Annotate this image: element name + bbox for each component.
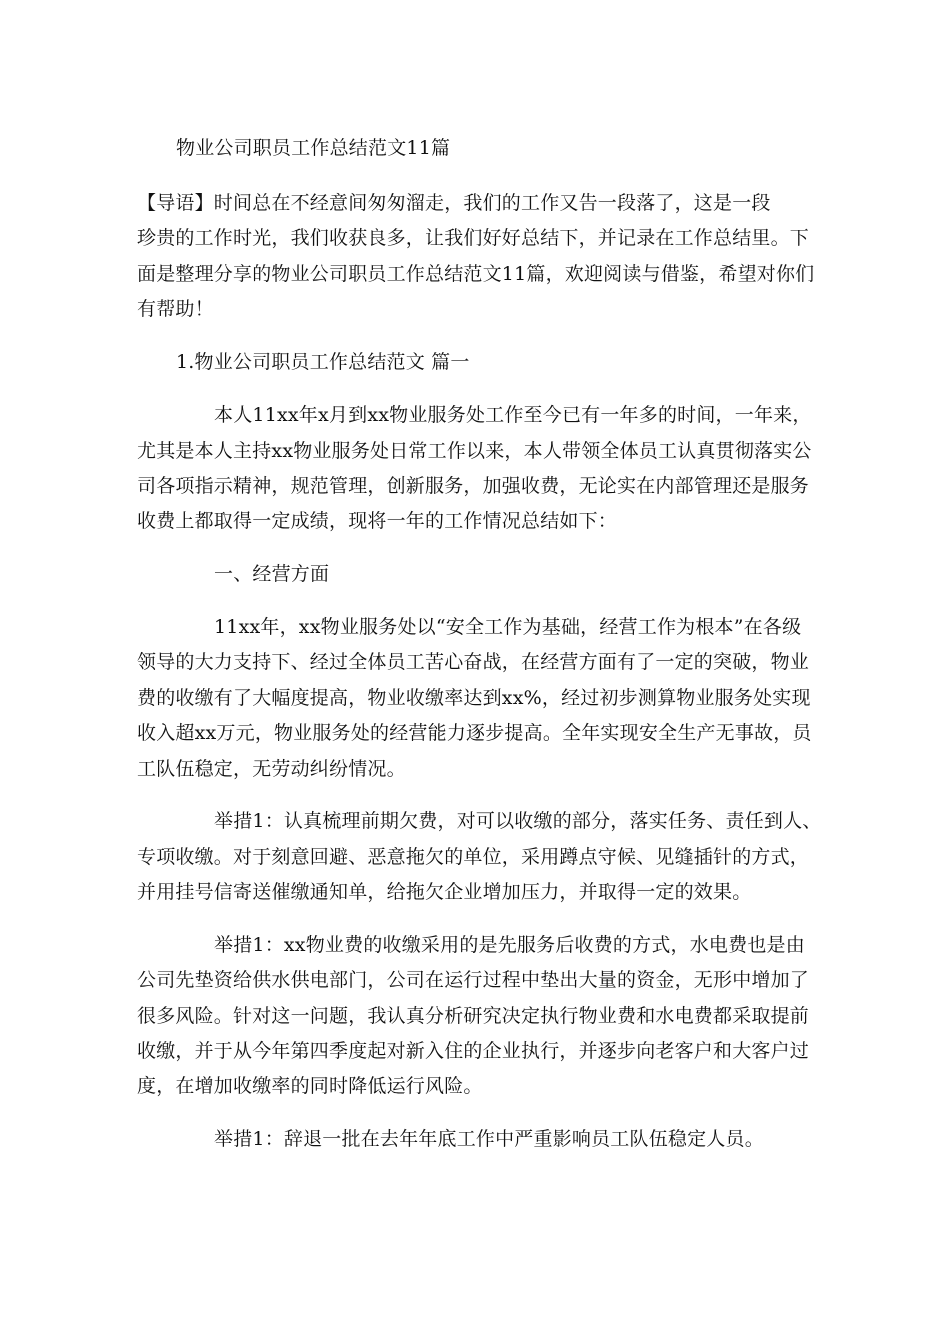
paragraph-line: 很多风险。针对这一问题，我认真分析研究决定执行物业费和水电费都采取提前 [137, 1005, 810, 1027]
intro-line: 珍贵的工作时光，我们收获良多，让我们好好总结下，并记录在工作总结里。下 [137, 227, 810, 249]
paragraph-line: 专项收缴。对于刻意回避、恶意拖欠的单位，采用蹲点守候、见缝插针的方式， [137, 846, 810, 868]
paragraph-line: 尤其是本人主持xx物业服务处日常工作以来，本人带领全体员工认真贯彻落实公 [137, 440, 812, 462]
paragraph-line: 收费上都取得一定成绩，现将一年的工作情况总结如下： [137, 510, 618, 532]
paragraph-line: 收入超xx万元，物业服务处的经营能力逐步提高。全年实现安全生产无事故，员 [137, 722, 812, 744]
paragraph-line: 本人11xx年x月到xx物业服务处工作至今已有一年多的时间，一年来， [214, 404, 812, 426]
section-heading: 1.物业公司职员工作总结范文 篇一 [176, 351, 470, 373]
paragraph-line: 工队伍稳定，无劳动纠纷情况。 [137, 758, 406, 780]
paragraph-line: 费的收缴有了大幅度提高，物业收缴率达到xx%，经过初步测算物业服务处实现 [137, 687, 811, 709]
paragraph-line: 司各项指示精神，规范管理，创新服务，加强收费，无论实在内部管理还是服务 [137, 475, 810, 497]
subheading: 一、经营方面 [214, 563, 330, 585]
paragraph-line: 领导的大力支持下、经过全体员工苦心奋战，在经营方面有了一定的突破，物业 [137, 651, 810, 673]
intro-line: 【导语】时间总在不经意间匆匆溜走，我们的工作又告一段落了，这是一段 [137, 192, 771, 214]
paragraph-line: 收缴，并于从今年第四季度起对新入住的企业执行，并逐步向老客户和大客户过 [137, 1040, 810, 1062]
paragraph-line: 举措1：辞退一批在去年年底工作中严重影响员工队伍稳定人员。 [214, 1128, 764, 1150]
paragraph-line: 举措1：认真梳理前期欠费，对可以收缴的部分，落实任务、责任到人、 [214, 810, 822, 832]
intro-line: 面是整理分享的物业公司职员工作总结范文11篇，欢迎阅读与借鉴，希望对你们 [137, 263, 815, 285]
paragraph-line: 公司先垫资给供水供电部门，公司在运行过程中垫出大量的资金，无形中增加了 [137, 969, 810, 991]
intro-line: 有帮助！ [137, 298, 214, 320]
paragraph-line: 举措1：xx物业费的收缴采用的是先服务后收费的方式，水电费也是由 [214, 934, 805, 956]
paragraph-line: 11xx年，xx物业服务处以“安全工作为基础，经营工作为根本”在各级 [214, 616, 802, 638]
paragraph-line: 度，在增加收缴率的同时降低运行风险。 [137, 1075, 483, 1097]
document-title: 物业公司职员工作总结范文11篇 [176, 137, 451, 159]
paragraph-line: 并用挂号信寄送催缴通知单，给拖欠企业增加压力，并取得一定的效果。 [137, 881, 752, 903]
